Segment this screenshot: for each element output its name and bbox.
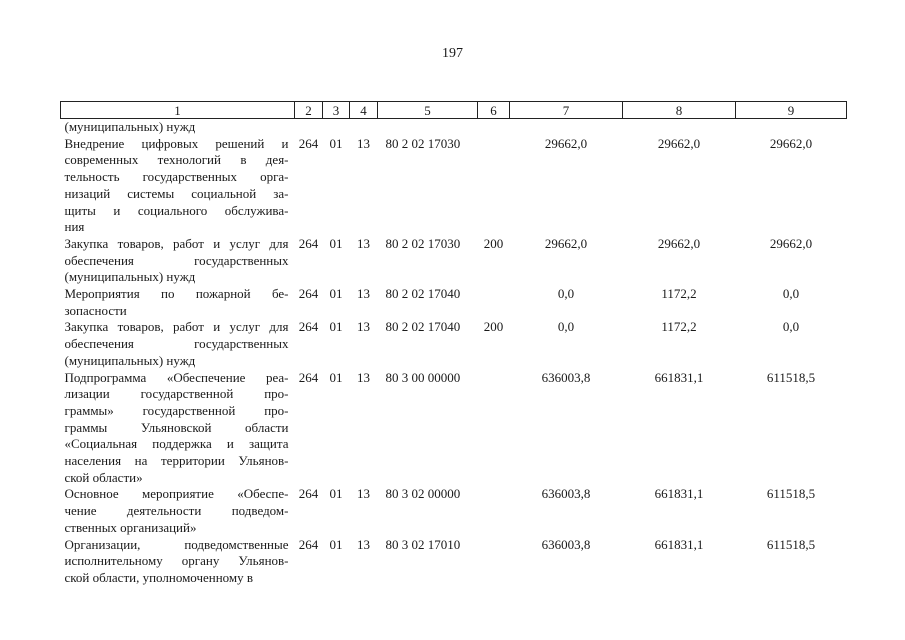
column-header-9: 9 [736, 102, 847, 119]
row-name-line: ской области, уполномоченному в [64, 569, 254, 585]
row-name [61, 537, 295, 587]
amount-col-7: 0,0 [557, 286, 575, 302]
row-name-line: граммы Ульяновской области [64, 419, 289, 435]
row-name-line: ской области» [64, 469, 143, 485]
item-code: 13 [357, 135, 370, 151]
section-code: 264 [298, 319, 319, 335]
row-name-line: (муниципальных) нужд [64, 119, 196, 134]
subsection-code: 01 [329, 536, 343, 552]
row-name-line: зопасности [64, 302, 127, 318]
row-name [61, 319, 295, 369]
row-name-line: тельность государственных орга- [64, 169, 289, 185]
section-code: 264 [298, 369, 319, 385]
amount-col-7: 636003,8 [541, 369, 591, 385]
table-row [61, 119, 847, 136]
target-article-code: 80 2 02 17040 [385, 286, 461, 302]
amount-col-8: 1172,2 [661, 319, 697, 335]
row-name-line: Основное мероприятие «Обеспе- [64, 486, 289, 502]
column-header-4: 4 [350, 102, 378, 119]
target-article-code: 80 3 02 17010 [385, 536, 461, 552]
subsection-code: 01 [329, 135, 343, 151]
item-code: 13 [357, 486, 370, 502]
amount-col-7: 0,0 [557, 319, 575, 335]
amount-col-8: 29662,0 [657, 235, 701, 251]
row-name-line: Внедрение цифровых решений и [64, 135, 289, 151]
row-name-line: современных технологий в дея- [64, 152, 289, 168]
section-code [295, 119, 323, 136]
subsection-code: 01 [329, 235, 343, 251]
section-code: 264 [298, 536, 319, 552]
row-name [61, 286, 295, 319]
page-number: 197 [442, 46, 463, 61]
section-code: 264 [298, 135, 319, 151]
amount-col-9: 0,0 [782, 286, 800, 302]
row-name-line: Мероприятия по пожарной бе- [64, 286, 289, 302]
amount-col-9: 29662,0 [769, 135, 813, 151]
row-name-line: (муниципальных) нужд [64, 352, 196, 368]
expense-type-code [478, 136, 510, 236]
row-name [61, 136, 295, 236]
amount-col-9 [736, 119, 847, 136]
table-row [61, 319, 847, 369]
row-name-line: низаций системы социальной за- [64, 185, 289, 201]
amount-col-9: 611518,5 [766, 486, 816, 502]
column-header-2: 2 [295, 102, 323, 119]
row-name [61, 370, 295, 487]
column-header-5: 5 [378, 102, 478, 119]
header-row [61, 102, 847, 119]
row-name-line: Закупка товаров, работ и услуг для [64, 235, 289, 251]
expense-type-code: 200 [483, 319, 504, 335]
target-article-code: 80 3 00 00000 [385, 369, 461, 385]
subsection-code: 01 [329, 369, 343, 385]
amount-col-8: 661831,1 [654, 536, 704, 552]
table-row [61, 136, 847, 236]
amount-col-8 [623, 119, 736, 136]
amount-col-9: 29662,0 [769, 235, 813, 251]
amount-col-7: 636003,8 [541, 486, 591, 502]
column-header-6: 6 [478, 102, 510, 119]
amount-col-8: 29662,0 [657, 135, 701, 151]
row-name-line: обеспечения государственных [64, 252, 289, 268]
item-code: 13 [357, 369, 370, 385]
amount-col-7: 29662,0 [544, 235, 588, 251]
subsection-code: 01 [329, 319, 343, 335]
table-row [61, 236, 847, 286]
column-header-7: 7 [510, 102, 623, 119]
row-name-line: Организации, подведомственные [64, 536, 289, 552]
row-name-line: лизации государственной про- [64, 386, 289, 402]
table-row [61, 286, 847, 319]
target-article-code: 80 2 02 17030 [385, 135, 461, 151]
item-code: 13 [357, 286, 370, 302]
amount-col-8: 1172,2 [661, 286, 697, 302]
column-header-3: 3 [323, 102, 350, 119]
row-name-line: щиты и социального обслужива- [64, 202, 289, 218]
target-article-code [378, 119, 478, 136]
row-name [61, 119, 295, 136]
amount-col-9: 611518,5 [766, 369, 816, 385]
target-article-code: 80 2 02 17040 [385, 319, 461, 335]
subsection-code: 01 [329, 286, 343, 302]
expense-type-code: 200 [483, 235, 504, 251]
row-name-line: ственных организаций» [64, 519, 197, 535]
row-name-line: (муниципальных) нужд [64, 269, 196, 285]
expense-type-code [478, 119, 510, 136]
expense-type-code [478, 486, 510, 536]
row-name [61, 236, 295, 286]
row-name-line: населения на территории Ульянов- [64, 453, 289, 469]
subsection-code [323, 119, 350, 136]
budget-table [60, 101, 847, 587]
table-row [61, 370, 847, 487]
row-name-line: обеспечения государственных [64, 336, 289, 352]
item-code: 13 [357, 536, 370, 552]
row-name-line: исполнительному органу Ульянов- [64, 553, 289, 569]
target-article-code: 80 3 02 00000 [385, 486, 461, 502]
table-row [61, 537, 847, 587]
row-name-line: «Социальная поддержка и защита [64, 436, 289, 452]
row-name-line: Закупка товаров, работ и услуг для [64, 319, 289, 335]
expense-type-code [478, 370, 510, 487]
table-header [61, 102, 847, 119]
column-header-8: 8 [623, 102, 736, 119]
table-body [61, 119, 847, 587]
item-code: 13 [357, 235, 370, 251]
section-code: 264 [298, 286, 319, 302]
row-name-line: чение деятельности подведом- [64, 503, 289, 519]
amount-col-9: 0,0 [782, 319, 800, 335]
table-row [61, 486, 847, 536]
item-code: 13 [357, 319, 370, 335]
amount-col-8: 661831,1 [654, 369, 704, 385]
row-name [61, 486, 295, 536]
amount-col-7: 636003,8 [541, 536, 591, 552]
row-name-line: Подпрограмма «Обеспечение реа- [64, 369, 289, 385]
expense-type-code [478, 537, 510, 587]
item-code [350, 119, 378, 136]
row-name-line: ния [64, 219, 85, 235]
subsection-code: 01 [329, 486, 343, 502]
amount-col-7 [510, 119, 623, 136]
expense-type-code [478, 286, 510, 319]
amount-col-8: 661831,1 [654, 486, 704, 502]
section-code: 264 [298, 235, 319, 251]
section-code: 264 [298, 486, 319, 502]
amount-col-7: 29662,0 [544, 135, 588, 151]
row-name-line: граммы» государственной про- [64, 402, 289, 418]
target-article-code: 80 2 02 17030 [385, 235, 461, 251]
amount-col-9: 611518,5 [766, 536, 816, 552]
column-header-1: 1 [61, 102, 295, 119]
